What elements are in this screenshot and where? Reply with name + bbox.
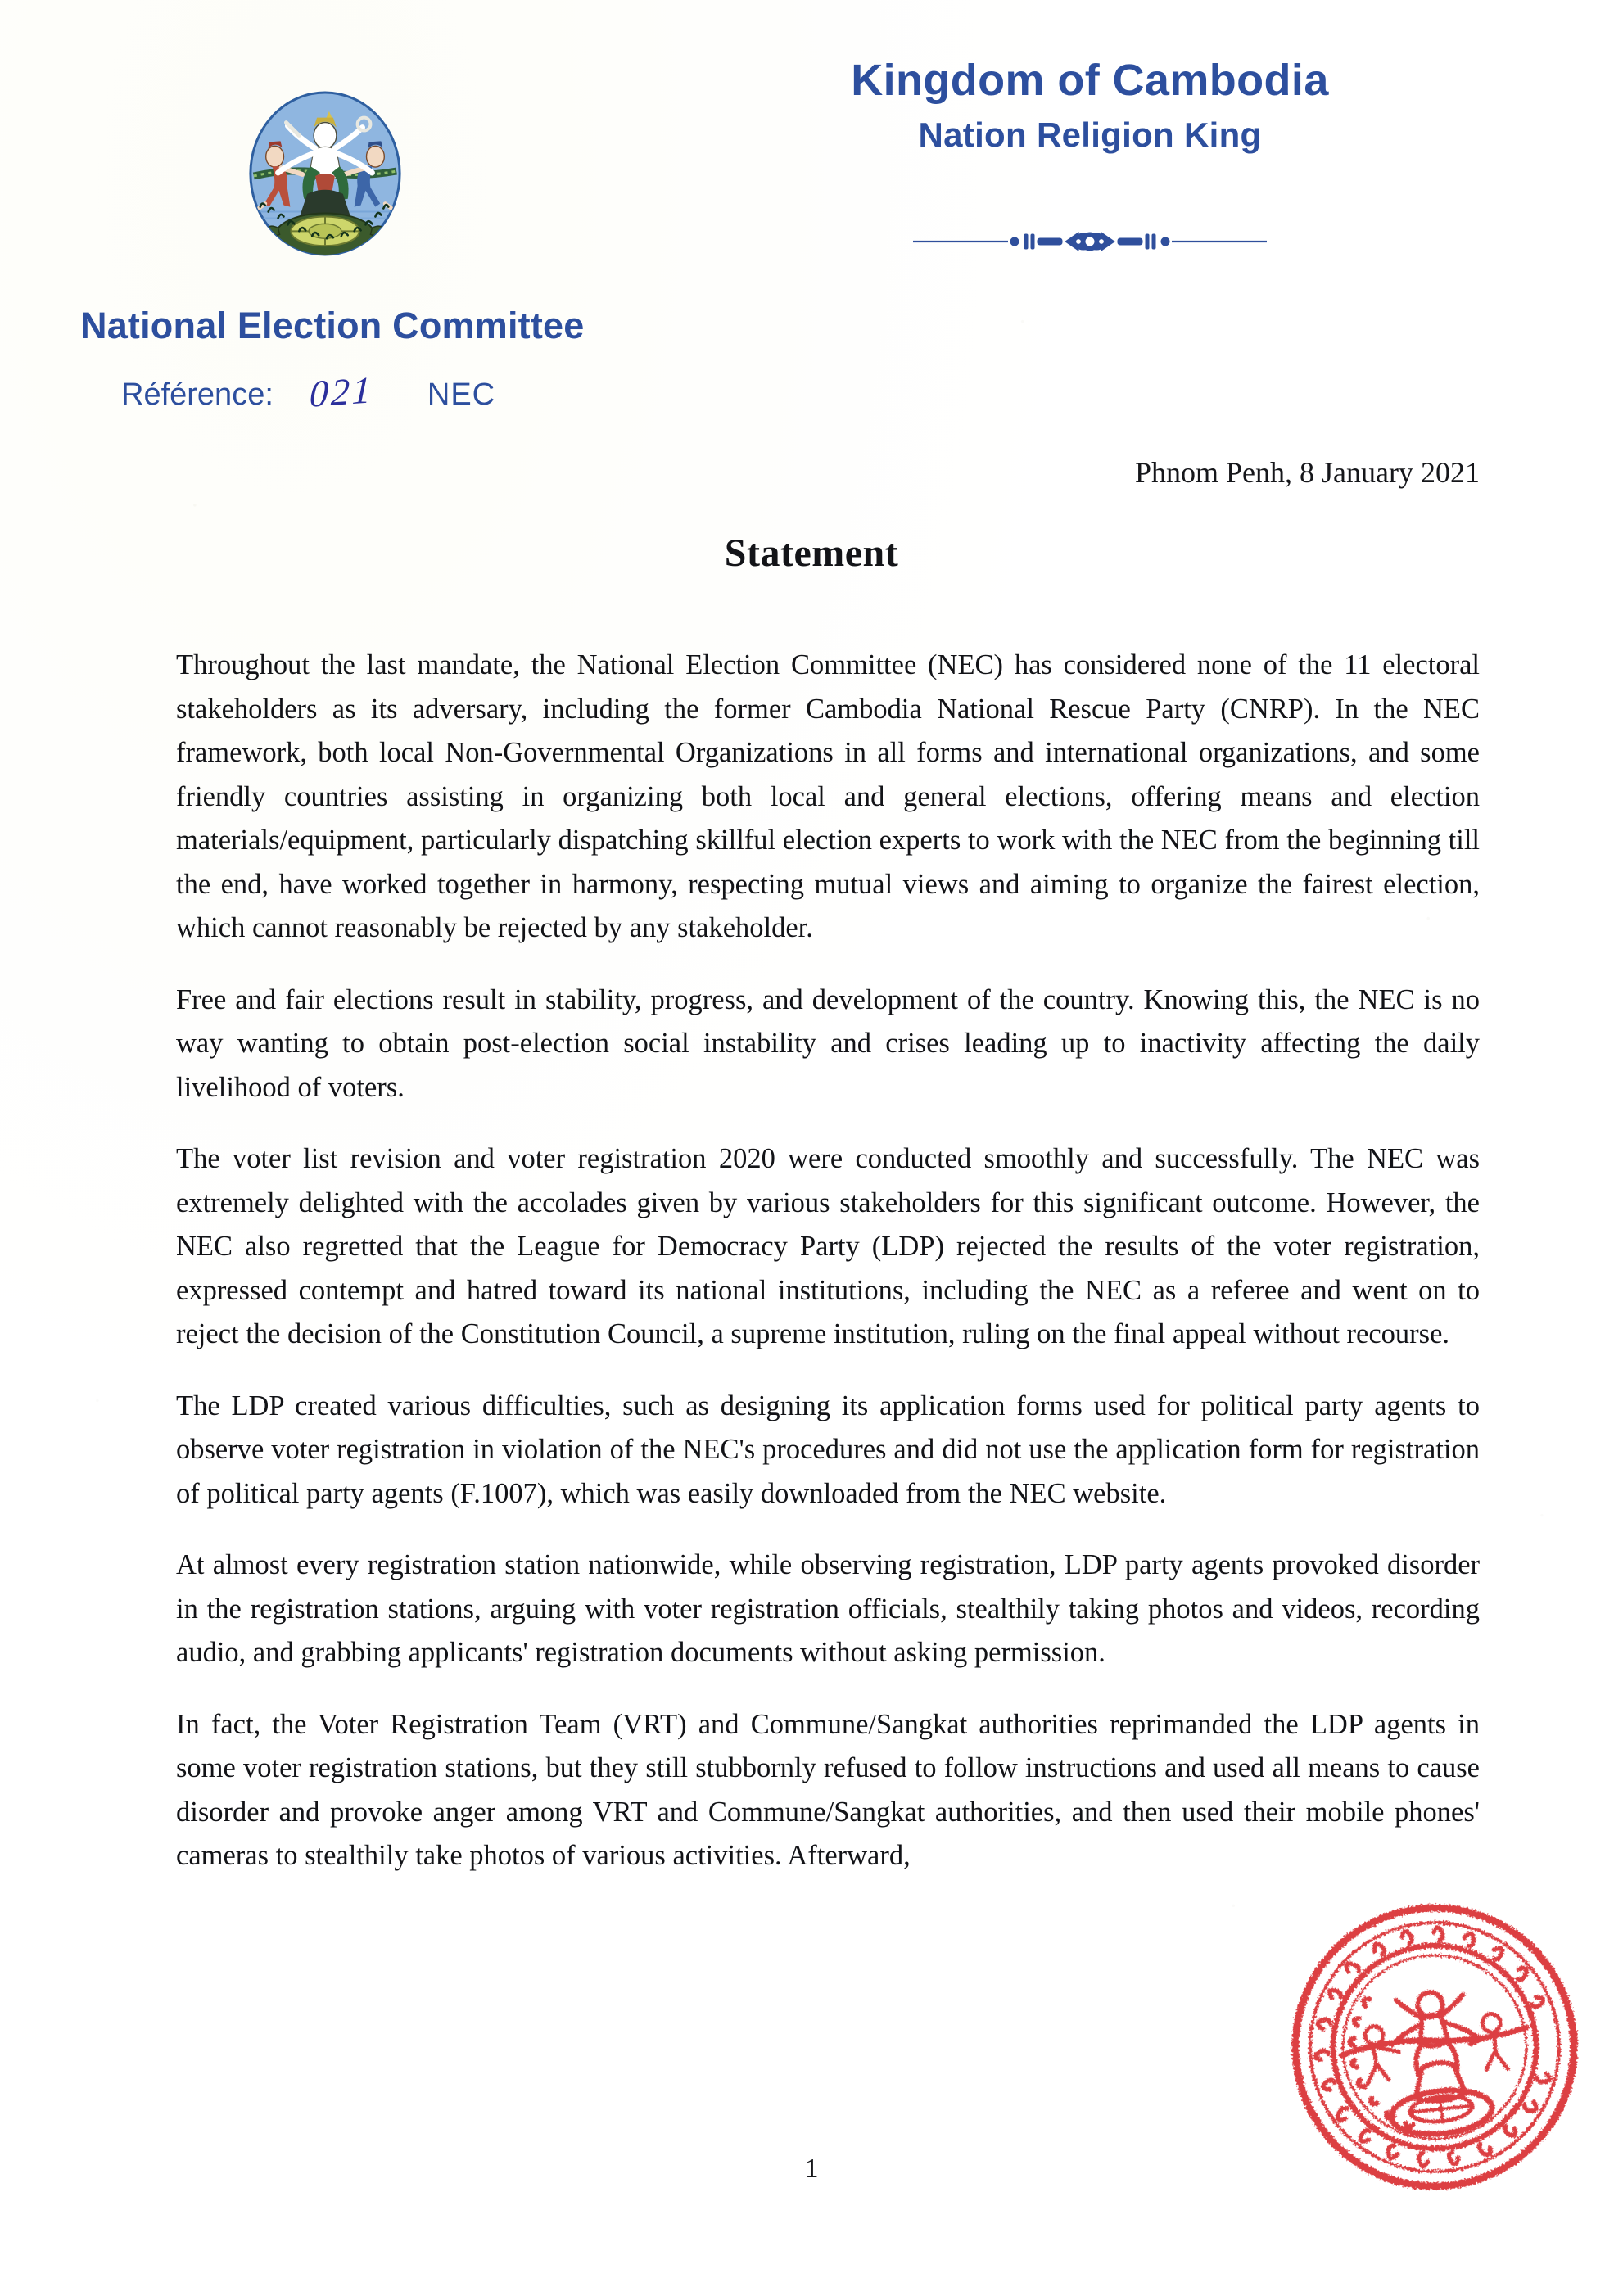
paragraph: The voter list revision and voter registration 2020 were conducted smoothly and successfully. The NEC was extremely delighted with the accolades given by various stakeholders for this significant outcome. However, the NEC also regretted that the League for Democracy Party (LDP) rejected the results of the voter registration, expressed contempt and hatred toward its national institutions, including the NEC as a referee and went on to reject the decision of the Constitution Council, a supreme institution, ruling on the final appeal without recourse. xyxy=(176,1143,1480,1349)
paragraph: In fact, the Voter Registration Team (VRT) and Commune/Sangkat authorities reprimanded the LDP agents in some voter registration stations, but they still stubbornly refused to follow instructions and used all means to cause disorder and provoke anger among VRT and Commune/Sangkat authorities, and then used their mobile phones' cameras to stealthily take photos of various activities. Afterward, xyxy=(176,1708,1480,1871)
ornamental-divider-icon xyxy=(655,223,1525,260)
kingdom-motto: Nation Religion King xyxy=(918,115,1262,154)
paragraph: At almost every registration station nationwide, while observing registration, LDP party agents provoked disorder in the registration stations, arguing with voter registration officials, stealthily taking photos and videos, recording audio, and grabbing applicants' registration documents without asking permission. xyxy=(176,1549,1480,1668)
reference-row xyxy=(121,370,495,414)
kingdom-title: Kingdom of Cambodia xyxy=(851,56,1329,105)
organization-name: National Election Committee xyxy=(80,305,585,346)
page-title: Statement xyxy=(724,531,899,575)
paragraph: Free and fair elections result in stability, progress, and development of the country. Knowing this, the NEC is no way wanting to obtain post-election social instability and crises leading up to inactivity affecting the daily livelihood of voters. xyxy=(176,983,1480,1103)
reference-suffix: NEC xyxy=(427,377,496,412)
letterhead xyxy=(0,0,1623,459)
page-number: 1 xyxy=(804,2154,819,2184)
reference-number-handwritten: 021 xyxy=(309,368,374,415)
reference-label: Référence: xyxy=(121,377,274,412)
document-body xyxy=(176,644,1480,1878)
kingdom-heading xyxy=(655,57,1525,155)
paragraph: The LDP created various difficulties, such as designing its application forms used for political party agents to observe voter registration in violation of the NEC's procedures and did not use the application form for registration of political party agents (F.1007), which was easily downloaded from the NEC website. xyxy=(176,1390,1480,1509)
dateline: Phnom Penh, 8 January 2021 xyxy=(1135,456,1480,489)
paragraph: Throughout the last mandate, the National Election Committee (NEC) has considered none of the 11 electoral stakeholders as its adversary, including the former Cambodia National Rescue Party (CNRP). In the NEC framework, both local Non-Governmental Organizations in all forms and international organizations, and some friendly countries assisting in organizing both local and general elections, offering means and election materials/equipment, particularly dispatching skillful election experts to work with the NEC from the beginning till the end, have worked together in harmony, respecting mutual views and aiming to organize the fairest election, which cannot reasonably be rejected by any stakeholder. xyxy=(176,649,1480,943)
national-election-committee-emblem-icon xyxy=(236,88,414,259)
